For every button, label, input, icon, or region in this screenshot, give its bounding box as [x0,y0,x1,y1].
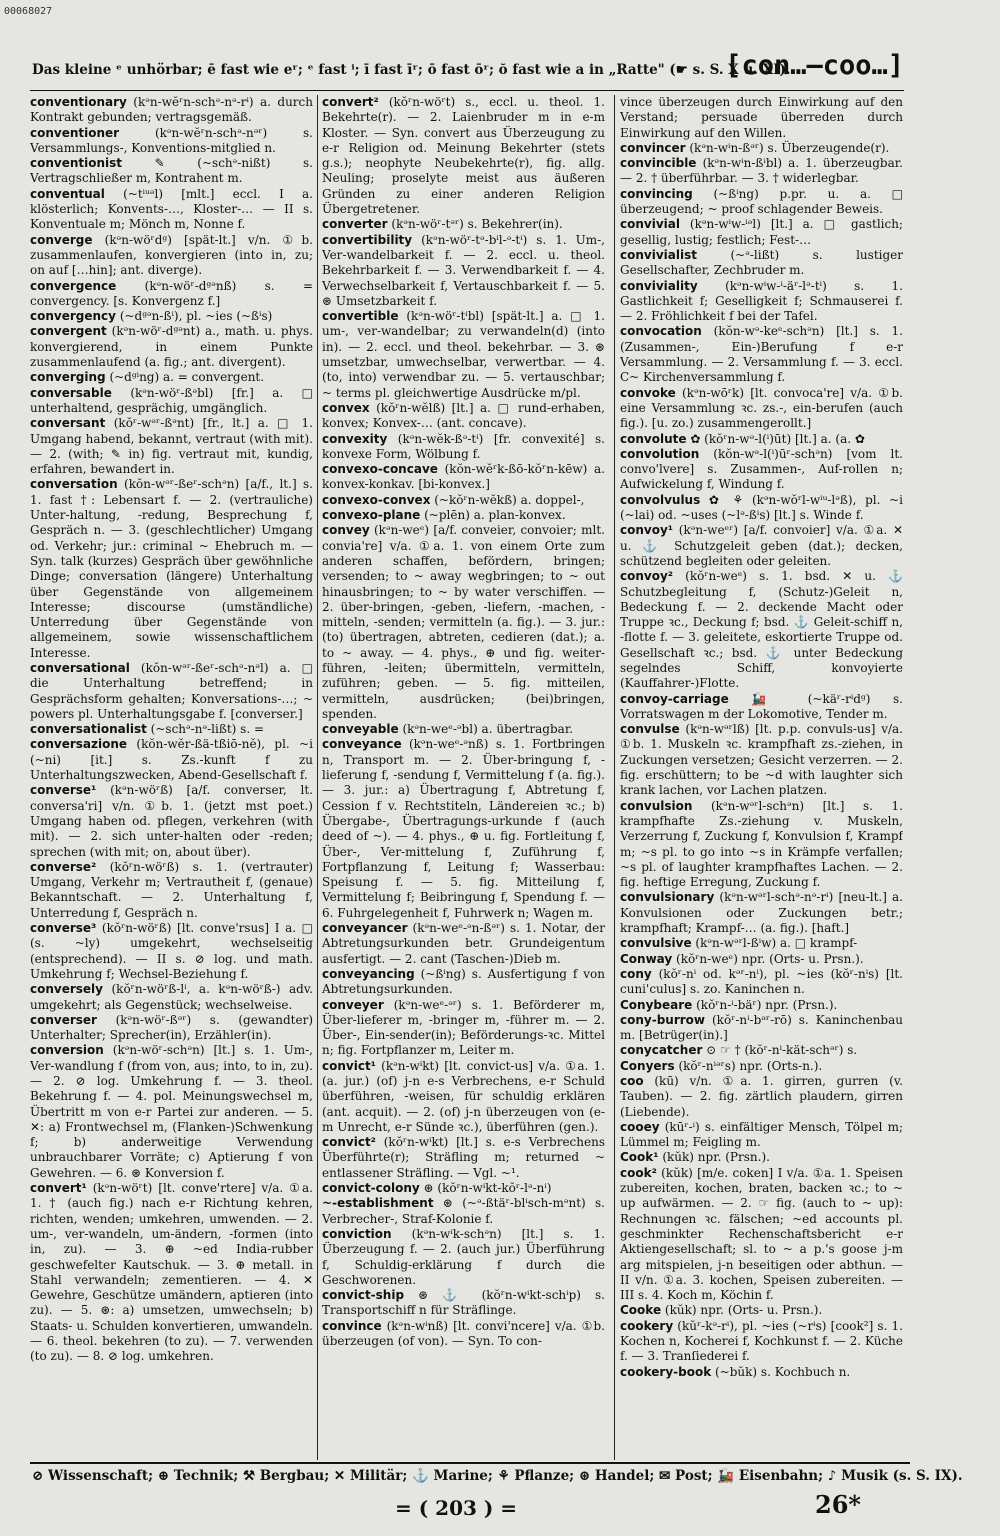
entry-headword: conversant [30,416,106,431]
dictionary-entry [322,95,605,217]
entry-headword: conveyable [322,722,399,737]
entry-definition: (kŏn-wĕʳk-ßō-kŏʳn-kēw) a. konvex-konkav. [bi-konvex.] [322,462,605,492]
entry-headword: converse¹ [30,783,97,798]
entry-headword: convocation [620,324,702,339]
entry-definition: (kᵊn-wĕʳn-schᵊ-nᵊʳ) s. Versammlungs-, Konventions-mitglied n. [30,125,313,155]
column-divider [317,95,318,1460]
entry-headword: conveyancing [322,966,415,981]
dictionary-entry [30,386,313,417]
entry-definition: (kŏʳ-nⁱ od. kᵊʳ-nⁱ), pl. ~ies (kŏʳ-nⁱs) [lt. cuni'culus] s. zo. Kaninchen n. [620,966,903,997]
dictionary-entry [30,783,313,859]
dictionary-entry [620,1319,903,1365]
entry-headword: converging [30,370,106,385]
dictionary-entry [30,233,313,279]
entry-headword: convexity [322,431,388,446]
dictionary-entry [30,156,313,187]
entry-definition: (kŏʳ-nⁱᵊʳs) npr. (Orts-n.). [674,1058,823,1073]
entry-headword: convolution [620,446,700,461]
entry-definition: (~dᵍⁱng) a. = convergent. [105,370,265,385]
entry-definition: (kᵊn-wĕʳn-schᵊ-nᵊ-rⁱ) a. durch Kontrakt gebunden; vertragsgemäß. [30,95,313,125]
dictionary-entry [322,462,605,493]
entry-headword: convincible [620,156,697,171]
dictionary-entry [620,523,903,569]
dictionary-entry [322,1196,605,1227]
dictionary-entry [322,432,605,463]
entry-definition: (kūʳ-ⁱ) s. einfältiger Mensch, Tölpel m; Lümmel m; Feigling m. [620,1119,903,1150]
entry-headword: convolute [620,431,687,446]
dictionary-entry [620,998,903,1013]
dictionary-entry [30,1181,313,1365]
dictionary-entry [322,1135,605,1181]
entry-headword: convivial [620,217,680,232]
scan-id: 00068027 [4,6,53,17]
entry-definition: (~schᵊ-nᵊ-lißt) s. = [146,722,264,737]
entry-definition: ✿ (kŏʳn-wᵊ-l(ⁱ)ūt) [lt.] a. (a. ✿ [686,431,865,446]
dictionary-entry [30,309,313,324]
entry-definition: ✿ ⚘ (kᵊn-wŏʳl-wⁱᵘ-lᵊß), pl. ~i (~lai) od. ~uses (~lᵊ-ßⁱs) [lt.] s. Winde f. [620,492,903,523]
entry-headword: convergence [30,278,117,293]
entry-definition: (kᵊn-wⁱn-ßⁱbl) a. 1. überzeugbar. — 2. † überführbar. — 3. † widerlegbar. [620,156,903,186]
dictionary-entry [620,692,903,723]
dictionary-entry [620,493,903,524]
column-1 [30,95,313,1460]
entry-headword: converser [30,1012,97,1027]
entry-headword: convertible [322,309,399,324]
entry-definition: (kᵊn-wōʳk) [lt. convoca're] v/a. ①b. eine Versammlung ꝛc. zs.-, ein-berufen (auch fig.). [u. zo.) zusammengerollt.] [620,385,903,431]
entry-definition: (kᵊn-wᵊʳl-ßⁱw) a. □ krampf- [691,936,858,951]
dictionary-entry [30,95,313,126]
entry-definition: (kᵊn-wöʳ-dᵍᵊnß) s. = convergency. [s. Konvergenz f.] [30,278,313,308]
dictionary-entry [30,1013,313,1044]
entry-definition: (~kŏʳn-wĕkß) a. doppel-, [430,492,585,507]
entry-headword: cook² [620,1165,657,1180]
entry-headword: convergency [30,309,116,324]
dictionary-entry [620,324,903,385]
entry-headword: conveyancer [322,921,408,936]
dictionary-entry [30,370,313,385]
entry-headword: converge [30,232,93,247]
dictionary-entry [620,967,903,998]
dictionary-entry [620,447,903,493]
entry-definition: (kᵊn-weᵉ-ᵊbl) a. übertragbar. [398,722,574,737]
dictionary-entry [620,1120,903,1151]
entry-definition: (kŏʳn-wⁱkt) [lt.] s. e-s Verbrechens Überführte(r); Sträfling m; returned ~ entlassener Sträfling. — Vgl. ~¹. [322,1135,605,1180]
entry-headword: conviction [322,1226,392,1241]
entry-definition: (kᵊn-weᵉ-ᵊnß) s. 1. Fortbringen n, Transport m. — 2. Über-bringung f, -lieferung f, -sendung f, Vermittelung f (a. fig.). — 3. jur.: a) Übertragung f, Abtretung f, Cession f v. Rechtstiteln, Ländereien ꝛc.; b) Übergabe-, Übertragungs-urkunde f (auch deed of ~). — 4. phys., ⊕ u. fig. Fortleitung f, Über-, Ver-mittelung f, Zuführung f, Fortpflanzung f, Leitung f; Wasserbau: Speisung f. — 5. fig. Mitteilung f, Vermittelung f; Beibringung f, Spendung f. — 6. Fuhrgelegenheit f, Fuhrwerk n; Wagen m. [322,737,605,920]
entry-definition: (kŏʳn-wöʳß) [lt. conve'rsus] I a. □ (s. ~ly) umgekehrt, wechselseitig (entsprechend). — II s. ⊘ log. und math. Umkehrung f; Wechsel-Beziehung f. [30,921,313,981]
dictionary-entry [322,523,605,722]
entry-definition: (kŭk) npr. (Orts- u. Prsn.). [661,1303,823,1318]
dictionary-entry [30,722,313,737]
dictionary-entry [30,921,313,982]
entry-headword: convulsionary [620,890,715,905]
dictionary-entry [322,1181,605,1196]
page-number: = ( 203 ) = [395,1496,518,1520]
entry-headword: convey [322,523,370,538]
entry-headword: convince [322,1318,382,1333]
entry-headword: convict¹ [322,1058,376,1073]
dictionary-entry [30,661,313,722]
entry-headword: conveyance [322,737,402,752]
dictionary-entry [620,722,903,798]
entry-headword: coo [620,1074,644,1088]
entry-definition: (kᵊn-wöʳ-tⁱbl) [spät-lt.] a. □ 1. um-, ver-wandelbar; zu verwandeln(d) (into in). — 2. eccl. und theol. bekehrbar. — 3. ⊛ umsetzbar, umwechselbar, verwertbar. — 4. (to, into) verwendbar zu. — 5. vertauschbar; ~ terms pl. gleichwertige Ausdrücke m/pl. [322,309,605,400]
footer-divider [30,1462,910,1464]
dictionary-entry [620,799,903,891]
dictionary-entry [620,386,903,432]
entry-headword: conventual [30,186,105,201]
entry-headword: convexo-convex [322,492,431,507]
dictionary-entry [620,1150,903,1165]
dictionary-entry [620,156,903,187]
dictionary-entry [30,187,313,233]
entry-headword: convergent [30,324,107,339]
entry-headword: conviviality [620,278,698,293]
entry-headword: convex [322,400,370,415]
entry-definition: (kū) v/n. ①a. 1. girren, gurren (v. Tauben). — 2. fig. zärtlich plaudern, girren (Liebende). [620,1074,903,1119]
entry-definition: ✎ (~schᵊ-nißt) s. Vertragschließer m, Kontrahent m. [30,156,313,186]
entry-headword: conventionary [30,95,127,109]
entry-definition: (kŏʳn-ⁱ-bäʳ) npr. (Prsn.). [692,997,838,1012]
column-2 [322,95,605,1460]
dictionary-entry [620,1365,903,1380]
entry-headword: cony-burrow [620,1012,706,1027]
dictionary-entry [30,982,313,1013]
dictionary-entry [620,569,903,691]
entry-headword: Conybeare [620,997,693,1012]
dictionary-entry [322,737,605,921]
entry-definition: (kᵊn-wöʳ-ßᵊʳ) s. (gewandter) Unterhalter; Sprecher(in), Erzähler(in). [30,1012,313,1043]
dictionary-entry [620,1303,903,1318]
entry-definition: (kᵊn-weᵉ) [a/f. conveier, convoier; mlt. convia're] v/a. ①a. 1. von einem Orte zum anderen schaffen, befördern, bringen; versenden; to ~ away wegbringen; to ~ out hinausbringen; to ~ by water verschiffen. — 2. über-bringen, -geben, -liefern, -machen, -mitteln, -senden; vermitteln (a. fig.). — 3. jur.: (to) übertragen, abtreten, cedieren (dat.); a. to ~ away. — 4. phys., ⊕ und fig. weiter-führen, -leiten; übermitteln, vermitteln, zuführen; geben. — 5. fig. mitteilen, vermitteln, ausdrücken; (bei)bringen, spenden. [322,523,605,721]
entry-headword: converse³ [30,921,97,936]
entry-headword: conveyer [322,997,384,1012]
entry-definition: (kŏn-wᵊ-l(ⁱ)ūʳ-schᵊn) [vom lt. convo'lvere] s. Zusammen-, Auf-rollen n; Aufwickelung f, Windung f. [620,446,903,492]
entry-definition: (kᵊn-wⁱn-ßᵊʳ) s. Überzeugende(r). [685,140,890,155]
dictionary-entry [322,1288,605,1319]
entry-definition: (~dᵍᵊn-ßⁱ), pl. ~ies (~ßⁱs) [116,309,273,324]
entry-definition: (kᵊn-weᵉʳ) [a/f. convoier] v/a. ①a. ✕ u. ⚓ Schutzgeleit geben (dat.); decken, schützend begleiten oder geleiten. [620,523,903,568]
dictionary-entry [322,722,605,737]
entry-headword: convert² [322,95,379,109]
entry-headword: cookery [620,1318,674,1333]
entry-headword: convexo-plane [322,508,421,523]
entry-headword: converse² [30,859,97,874]
entry-headword: convincer [620,140,686,155]
symbol-legend: ⊘ Wissenschaft; ⊕ Technik; ⚒ Bergbau; ✕ Militär; ⚓ Marine; ⚘ Pflanze; ⊛ Handel; ✉ Post; 🚂 Eisenbahn; ♪ Musik (s. S. IX). [32,1468,963,1484]
dictionary-entry [620,952,903,967]
dictionary-entry [620,1013,903,1044]
entry-definition: ⊛ ⚓ (kŏʳn-wⁱkt-schⁱp) s. Transportschiff n für Sträflinge. [322,1288,605,1318]
dictionary-entry [620,432,903,447]
dictionary-entry [620,1043,903,1058]
entry-headword: convict-ship [322,1288,405,1303]
dictionary-entry [30,126,313,157]
column-3 [620,95,903,1460]
entry-headword: ~-establishment [322,1196,434,1211]
entry-headword: cooey [620,1119,660,1134]
signature-mark: 26* [815,1490,861,1519]
entry-definition: (kᵊn-wⁱnß) [lt. convi'ncere] v/a. ①b. überzeugen (of von). — Syn. To con- [322,1318,605,1349]
dictionary-entry [620,936,903,951]
entry-headword: convulsive [620,936,692,951]
dictionary-entry [620,890,903,936]
entry-definition: (kᵊn-wöʳt) [lt. conve'rtere] v/a. ①a. 1. † (auch fig.) nach e-r Richtung kehren, richten, wenden; umkehren, umwenden. — 2. um-, ver-wandeln, um-ändern, -formen (into in, zu). — 3. ⊕ ~ed India-rubber geschwefelter Kautschuk. — 3. ⊕ metall. in Stahl verwandeln; zementieren. — 4. ✕ Gewehre, Geschütze umändern, aptieren (into zu). — 5. ⊛: a) umsetzen, umwechseln; b) Staats- u. Schulden konvertieren, umwandeln. — 6. theol. bekehren (to zu). — 7. verwenden (to zu). — 8. ⊘ log. umkehren. [30,1181,313,1364]
entry-definition: ⊙ ☞ † (kŏʳ-nⁱ-kät-schᵊʳ) s. [702,1043,858,1058]
entry-headword: converter [322,217,388,232]
entry-headword: convincing [620,186,693,201]
dictionary-entry [30,477,313,661]
entry-headword: Cook¹ [620,1150,659,1165]
page-range: [con…—coo…] [725,50,904,81]
dictionary-entry [620,248,903,279]
dictionary-entry [322,508,605,523]
dictionary-entry [322,309,605,401]
dictionary-entry [322,998,605,1059]
entry-definition: (kᵊn-wᵊʳl-schᵊn) [lt.] s. 1. krampfhafte Zs.-ziehung v. Muskeln, Verzerrung f, Zuckung f, Konvulsion f, Krampf m; ~s pl. to go into ~s in Krämpfe verfallen; ~s pl. of laughter krampfhaftes Lachen. — 2. fig. heftige Erregung, Zuckung f. [620,798,903,890]
entry-headword: conventionist [30,156,123,171]
entry-definition: (kŏʳn-wöʳß-lⁱ, a. kᵊn-wöʳß-) adv. umgekehrt; als Gegenstück; wechselweise. [30,982,313,1012]
entry-headword: convivialist [620,247,697,262]
entry-definition: (kᵊn-wⁱw-ⁱᵊl) [lt.] a. □ gastlich; gesellig, lustig; festlich; Fest-… [620,217,903,247]
entry-headword: convict-colony [322,1181,420,1196]
dictionary-entry [620,95,903,141]
entry-definition: (kᵊn-wĕk-ßᵊ-tⁱ) [fr. convexité] s. konvexe Form, Wölbung f. [322,431,605,461]
entry-definition: (kŏn-wᵊ-keᵉ-schᵊn) [lt.] s. 1. (Zusammen-, Ein-)Berufung f e-r Versammlung. — 2. Versammlung f. — 3. eccl. C~ Kirchenversammlung f. [620,324,903,385]
dictionary-entry [322,217,605,232]
entry-definition: ⊛ (~ᵊ-ßtäʳ-blⁱsch-mᵊnt) s. Verbrecher-, Straf-Kolonie f. [322,1196,605,1226]
dictionary-entry [620,187,903,218]
entry-headword: Conway [620,951,673,966]
entry-definition: (~tⁱᵘᵊl) [mlt.] eccl. I a. klösterlich; Konvents-…, Kloster-… — II s. Konventuale m; Mönch m, Nonne f. [30,186,313,232]
dictionary-entry [322,1319,605,1350]
entry-definition: (~bŭk) s. Kochbuch n. [711,1364,851,1379]
dictionary-entry [322,1227,605,1288]
dictionary-entry [620,217,903,248]
dictionary-columns [30,95,910,1460]
entry-headword: cony [620,966,652,981]
dictionary-entry [322,493,605,508]
entry-definition: (kŏʳn-wĕlß) [lt.] a. □ rund-erhaben, konvex; Konvex-… (ant. concave). [322,400,605,431]
dictionary-entry [620,1074,903,1120]
entry-headword: convoy¹ [620,523,674,538]
entry-headword: conversable [30,385,112,400]
entry-headword: Cooke [620,1303,662,1318]
entry-definition: ⊛ (kŏʳn-wⁱkt-kŏʳ-lᵊ-nⁱ) [419,1181,552,1196]
dictionary-entry [322,401,605,432]
entry-headword: convict² [322,1135,376,1150]
entry-headword: conventioner [30,125,120,140]
entry-definition: (kᵊn-wöʳß) [a/f. converser, lt. conversa'ri] v/n. ①b. 1. (jetzt mst poet.) Umgang haben od. pflegen, verkehren (with mit). — 2. sich unter-halten oder -reden; sprechen (with mit; on, about über). [30,783,313,859]
entry-definition: (kᵊn-wöʳ-tᵊʳ) s. Bekehrer(in). [387,217,563,232]
entry-headword: conycatcher [620,1043,703,1058]
dictionary-entry [620,279,903,325]
entry-headword: conversation [30,477,118,492]
dictionary-entry [620,1166,903,1304]
dictionary-entry [322,233,605,309]
entry-definition: (~ßⁱng) p.pr. u. a. □ überzeugend; ~ proof schlagender Beweis. [620,186,903,217]
entry-definition: (~ᵊ-lißt) s. lustiger Gesellschafter, Zechbruder m. [620,247,903,278]
dictionary-entry [620,141,903,156]
entry-definition: 🚂 (~käʳ-rⁱdᵍ) s. Vorratswagen m der Lokomotive, Tender m. [620,691,903,721]
entry-headword: convulse [620,722,680,737]
dictionary-entry [322,1059,605,1135]
entry-definition: (kᵊn-wⁱw-ⁱ-äʳ-lᵊ-tⁱ) s. 1. Gastlichkeit f; Geselligkeit f; Schmauserei f. — 2. Fröhlichkeit f bei der Tafel. [620,278,903,324]
entry-headword: convexo-concave [322,462,438,477]
entry-definition: (~plēn) a. plan-konvex. [420,508,566,523]
entry-headword: convoy-carriage [620,691,729,706]
entry-definition: (~ßⁱng) s. Ausfertigung f von Abtretungsurkunden. [322,966,605,997]
dictionary-entry [30,324,313,370]
entry-headword: cookery-book [620,1364,712,1379]
entry-definition: (kᵊn-wöʳ-ßᵊbl) [fr.] a. □ unterhaltend, gesprächig, umgänglich. [30,385,313,415]
dictionary-entry [30,279,313,310]
entry-definition: (kŏn-wᵊʳ-ßeʳ-schᵊn) [a/f., lt.] s. 1. fast †: Lebensart f. — 2. (vertrauliche) Unter-haltung, -redung, Besprechung f, Gespräch n. — 3. (geschlechtlicher) Umgang od. Verkehr; jur.: criminal ~ Ehebruch m. — Syn. talk (kurzes) Gespräch über gewöhnliche Dinge; conversation (längere) Unterhaltung über Gegenstände von allgemeinem Interesse; discourse (umständliche) Unterredung über Gegenstände von allgemeinem, sowie wissenschaftlichem Interesse. [30,477,313,660]
entry-definition: (kᵊn-wöʳdᵍ) [spät-lt.] v/n. ①b. zusammenlaufen, konvergieren (into in, zu; on auf […hin]; ant. diverge). [30,232,313,278]
entry-definition: (kŏʳn-weᵉ) s. 1. bsd. ✕ u. ⚓ Schutzbegleitung f, (Schutz-)Geleit n, Bedeckung f. — 2. deckende Macht oder Truppe ꝛc., Deckung f; bsd. ⚓ Geleit-schiff n, -flotte f. — 3. geleitete, eskortierte Truppe od. Gesellschaft ꝛc.; bsd. ⚓ unter Bedeckung segelndes Schiff, konvoyierte (Kauffahrer-)Flotte. [620,569,903,691]
entry-definition: (kŏn-wᵊʳ-ßeʳ-schᵊ-nᵊl) a. □ die Unterhaltung betreffend; in Gesprächsform gehalten; Konversations-…; ~ powers pl. Unterhaltungsgabe f. [converser.] [30,660,313,721]
column-divider [614,95,615,1460]
pronunciation-key: Das kleine ᵉ unhörbar; ē fast wie eʳ; ᵉ fast ⁱ; ī fast īʳ; ō fast ōʳ; ŏ fast wie a in „Ratte" (☛ s. S. X u. XI). [32,62,791,78]
entry-headword: convertibility [322,232,413,247]
page-header [30,50,904,91]
dictionary-entry [30,860,313,921]
dictionary-entry [30,416,313,477]
entry-definition: (kŭk) [m/e. coken] I v/a. ①a. 1. Speisen zubereiten, kochen, braten, backen ꝛc.; to ~ up aufwärmen. — 2. ☞ fig. (auch to ~ up): Rechnungen ꝛc. fälschen; ~ed accounts pl. geschminkter Rechenschaftsbericht e-r Aktiengesellschaft; sl. to ~ a p.'s goose j-m arg mitspielen, j-n beseitigen oder abthun. — II v/n. ①a. 3. kochen, Speisen zubereiten. — III s. 4. Koch m, Köchin f. [620,1165,903,1303]
entry-headword: convert¹ [30,1181,87,1196]
entry-definition: (kᵊn-weᵉ-ᵊn-ßᵊʳ) s. 1. Notar, der Abtretungsurkunden betr. Grundeigentum ausfertigt. — 2. cant (Taschen-)Dieb m. [322,921,605,966]
entry-definition: (kŏʳn-wöʳt) s., eccl. u. theol. 1. Bekehrte(r). — 2. Laienbruder m in e-m Kloster. — Syn. convert aus Überzeugung zu e-r Religion od. Meinung Bekehrter (stets g.s.); neophyte Neubekehrte(r), fig. allg. Neuling; proselyte meist aus äußeren Gründen zu einer anderen Religion Übergetretener. [322,95,605,217]
dictionary-entry [30,1043,313,1181]
dictionary-entry [322,967,605,998]
entry-definition: (kᵊn-wⁱk-schᵊn) [lt.] s. 1. Überzeugung f. — 2. (auch jur.) Überführung f, Schuldig-erklärung f durch die Geschworenen. [322,1226,605,1287]
entry-headword: Conyers [620,1058,675,1073]
entry-headword: conversion [30,1043,104,1058]
entry-definition: (kŏʳ-nⁱ-bᵊʳ-rō) s. Kaninchenbau m. [Betrüger(in).] [620,1012,903,1043]
entry-definition: (kŭʳ-kᵊ-rⁱ), pl. ~ies (~rⁱs) [cook²] s. 1. Kochen n, Kocherei f, Kochkunst f. — 2. Küche f. — 3. Tranſiederei f. [620,1318,903,1364]
entry-headword: conversational [30,660,130,675]
entry-headword: convulsion [620,798,693,813]
entry-definition: (kᵊn-wöʳ-schᵊn) [lt.] s. 1. Um-, Ver-wandlung f (from von, aus; into, to in, zu). — 2. ⊘ log. Umkehrung f. — 3. theol. Bekehrung f. — 4. pol. Meinungswechsel m, Übertritt m von e-r Partei zur anderen. — 5. ✕: a) Frontwechsel m, (Flanken-)Schwenkung f; b) anderweitige Verwendung unbrauchbarer Vorräte; c) Aptierung f von Gewehren. — 6. ⊛ Konversion f. [30,1043,313,1180]
dictionary-entry [322,921,605,967]
entry-definition: (kŏʳn-weᵉ) npr. (Orts- u. Prsn.). [672,951,864,966]
entry-definition: (kŏʳn-wöʳß) s. 1. (vertrauter) Umgang, Verkehr m; Vertrautheit f, (genaue) Bekanntschaft. — 2. Unterhaltung f, Unterredung f, Gespräch n. [30,859,313,920]
entry-definition: (kᵊn-weᵉ-ᵊʳ) s. 1. Beförderer m, Über-lieferer m, -bringer m, -führer m. — 2. Über-, Ein-sender(in); Beförderungs-ꝛc. Mittel n; fig. Fortpflanzer m, Leiter m. [322,997,605,1058]
entry-definition: (kŏʳ-wᵊʳ-ßᵊnt) [fr., lt.] a. □ 1. Umgang habend, bekannt, vertraut (with mit). — 2. (with; ✎ in) fig. vertraut mit, kundig, erfahren, bewandert in. [30,416,313,477]
entry-headword: conversely [30,982,103,997]
entry-definition: (kᵊn-wⁱkt) [lt. convict-us] v/a. ①a. 1. (a. jur.) (of) j-n e-s Verbrechens, e-r Schuld überführen, -weisen, für schuldig erklären (ant. acquit). — 2. (of) j-n überzeugen von (e-m Unrecht, e-r Sünde ꝛc.), überführen (gen.). [322,1058,605,1134]
entry-definition: (kᵊn-wöʳ-tᵊ-bⁱl-ᵊ-tⁱ) s. 1. Um-, Ver-wandelbarkeit f. — 2. eccl. u. theol. Bekehrbarkeit f. — 3. Verwendbarkeit f. — 4. Verwechselbarkeit f, Vertauschbarkeit f. — 5. ⊛ Umsetzbarkeit f. [322,232,605,308]
dictionary-entry [30,737,313,783]
entry-headword: convoke [620,385,676,400]
entry-headword: conversazione [30,737,128,752]
entry-definition: (kŏn-wĕr-ßä-tßiō-nĕ), pl. ~i (~ni) [it.] s. Zs.-kunft f zu Unterhaltungszwecken, Abend-Gesellschaft f. [30,737,313,783]
entry-definition: (kᵊn-wöʳ-dᵍᵊnt) a., math. u. phys. konvergierend, in einem Punkte zusammenlaufend (a. fig.; ant. divergent). [30,324,313,370]
entry-definition: (kᵊn-wᵊʳl-schᵊ-nᵊ-rⁱ) [neu-lt.] a. Konvulsionen oder Zuckungen betr.; krampfhaft; Krampf-… (a. fig.). [haft.] [620,890,903,936]
entry-definition: vince überzeugen durch Einwirkung auf den Verstand; persuade überreden durch Einwirkung auf den Willen. [620,95,903,140]
entry-headword: conversationalist [30,722,147,737]
entry-definition: (kᵊn-wᵊʳlß) [lt. p.p. convuls-us] v/a. ①b. 1. Muskeln ꝛc. krampfhaft zs.-ziehen, in Zuckungen versetzen; Gesicht verzerren. — 2. fig. erschüttern; to be ~d with laughter sich krank lachen, vor Lachen platzen. [620,722,903,798]
entry-headword: convolvulus [620,492,701,507]
entry-definition: (kŭk) npr. (Prsn.). [658,1150,770,1165]
dictionary-entry [620,1059,903,1074]
entry-headword: convoy² [620,569,674,584]
